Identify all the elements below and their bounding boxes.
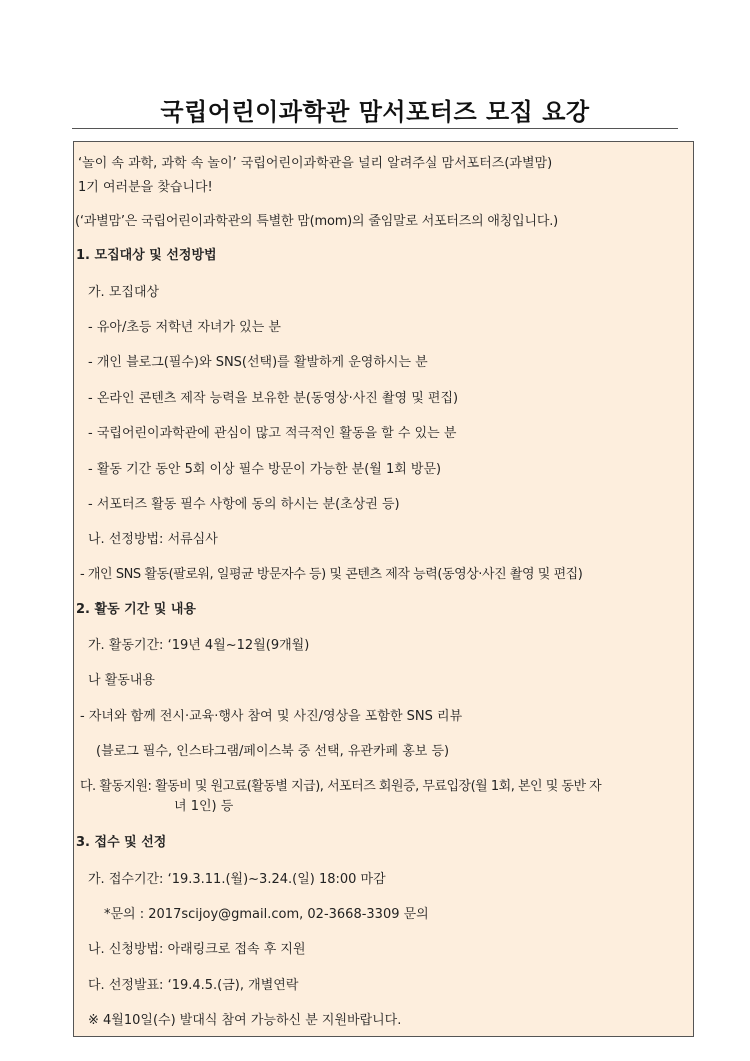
section2-a: 가. 활동기간: ‘19년 4월~12월(9개월)	[88, 638, 310, 653]
section1-item-1: - 유아/초등 저학년 자녀가 있는 분	[88, 320, 281, 335]
section3-note: ※ 4월10일(수) 발대식 참여 가능하신 분 지원바랍니다.	[88, 1013, 402, 1028]
page-title: 국립어린이과학관 맘서포터즈 모집 요강	[160, 98, 590, 126]
section1-heading: 1. 모집대상 및 선정방법	[76, 248, 217, 263]
section3-heading: 3. 접수 및 선정	[76, 835, 167, 850]
section3-a: 가. 접수기간: ‘19.3.11.(월)~3.24.(일) 18:00 마감	[88, 872, 386, 887]
section3-b: 나. 신청방법: 아래링크로 접속 후 지원	[88, 942, 306, 957]
section2-b-sub: (블로그 필수, 인스타그램/페이스북 중 선택, 유관카페 홍보 등)	[96, 744, 450, 759]
section2-b-item: - 자녀와 함께 전시·교육·행사 참여 및 사진/영상을 포함한 SNS 리뷰	[80, 709, 463, 724]
section2-c-line-2: 녀 1인) 등	[174, 799, 234, 814]
recruitment-box	[73, 141, 694, 1037]
section3-c: 다. 선정발표: ‘19.4.5.(금), 개별연락	[88, 978, 299, 993]
intro-line-1: ‘놀이 속 과학, 과학 속 놀이’ 국립어린이과학관을 널리 알려주실 맘서포터즈(과별맘)	[78, 156, 553, 171]
section1-item-6: - 서포터즈 활동 필수 사항에 동의 하시는 분(초상권 등)	[88, 497, 400, 512]
section2-b: 나 활동내용	[88, 673, 155, 688]
section1-a-label: 가. 모집대상	[88, 285, 160, 300]
section1-item-3: - 온라인 콘텐츠 제작 능력을 보유한 분(동영상·사진 촬영 및 편집)	[88, 391, 459, 406]
section2-c-line-1: 다. 활동지원: 활동비 및 원고료(활동별 지급), 서포터즈 회원증, 무료입장(월 1회, 본인 및 동반 자	[80, 779, 602, 794]
section1-b-detail: - 개인 SNS 활동(팔로워, 일평균 방문자수 등) 및 콘텐츠 제작 능력(동영상·사진 촬영 및 편집)	[80, 567, 583, 582]
title-underline	[72, 128, 678, 129]
intro-line-2: 1기 여러분을 찾습니다!	[78, 180, 213, 195]
section3-a-note: *문의 : 2017scijoy@gmail.com, 02-3668-3309 문의	[104, 907, 429, 922]
section1-item-5: - 활동 기간 동안 5회 이상 필수 방문이 가능한 분(월 1회 방문)	[88, 462, 442, 477]
section1-item-4: - 국립어린이과학관에 관심이 많고 적극적인 활동을 할 수 있는 분	[88, 426, 457, 441]
intro-line-3: (‘과별맘’은 국립어린이과학관의 특별한 맘(mom)의 줄임말로 서포터즈의 애칭입니다.)	[75, 214, 559, 229]
section1-item-2: - 개인 블로그(필수)와 SNS(선택)를 활발하게 운영하시는 분	[88, 355, 428, 370]
section1-b-label: 나. 선정방법: 서류심사	[88, 532, 218, 547]
section2-heading: 2. 활동 기간 및 내용	[76, 602, 196, 617]
